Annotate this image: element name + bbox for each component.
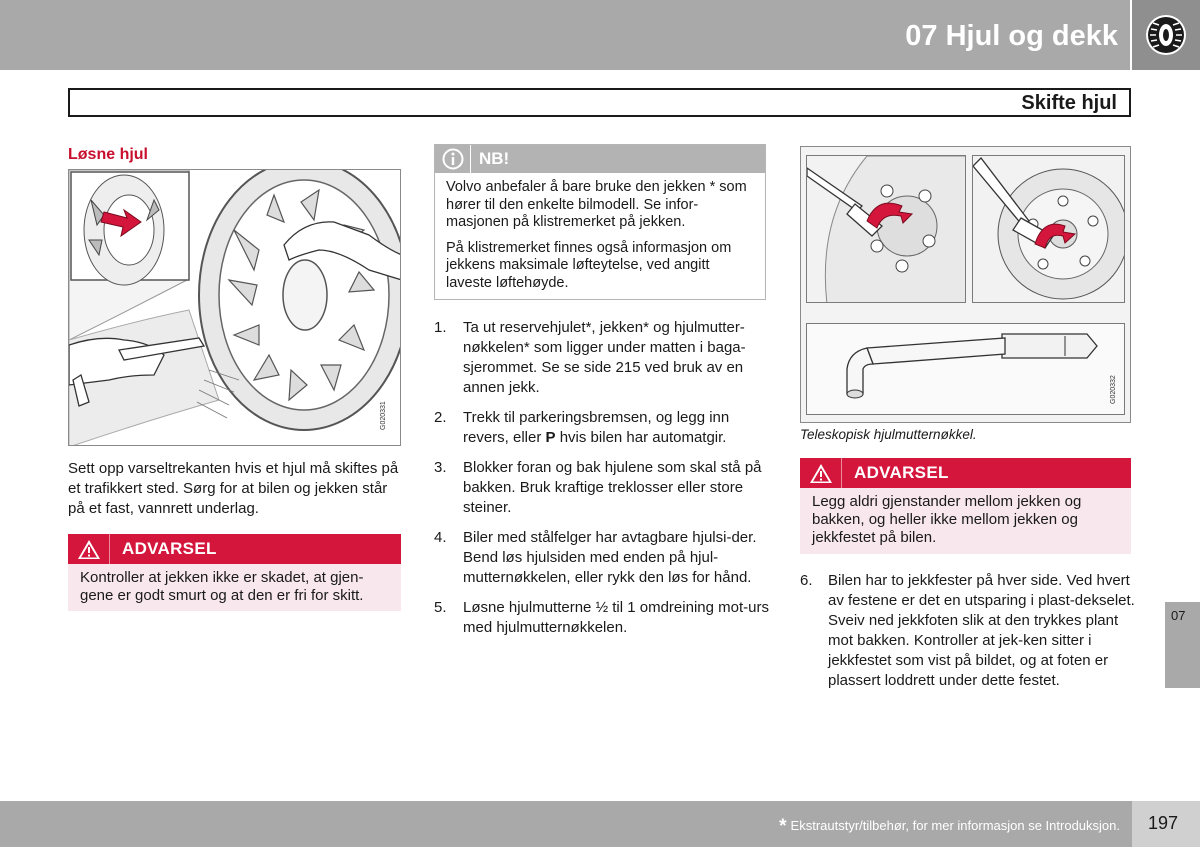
wheel-illustration — [69, 170, 401, 446]
warning-box-objects — [800, 458, 1131, 554]
warning-triangle-icon — [68, 534, 110, 564]
step-number: 3. — [434, 459, 447, 476]
note-box — [434, 144, 766, 300]
page-number-box — [1132, 801, 1200, 847]
section-bar — [68, 88, 1131, 117]
gear-p-label: P — [545, 429, 556, 446]
step-number: 4. — [434, 529, 447, 546]
step-text: Blokker foran og bak hjulene som skal stå på bakken. Bruk kraftige treklosser eller store steiner. — [463, 459, 762, 516]
step-6 — [800, 571, 1140, 691]
footnote-star: * — [779, 816, 787, 837]
warning-triangle-icon — [800, 458, 842, 488]
figure-steel-wheel-nuts — [972, 155, 1125, 303]
chapter-icon-box — [1132, 0, 1200, 70]
warning-header — [68, 534, 401, 564]
step-number: 1. — [434, 319, 447, 336]
step-text: Trekk til parkeringsbremsen, og legg inn revers, eller P hvis bilen har automatgir. — [463, 409, 730, 446]
list-item — [434, 598, 774, 638]
step-number: 2. — [434, 409, 447, 426]
side-tab-label: 07 — [1171, 608, 1186, 623]
warning-box-jack — [68, 534, 401, 611]
info-icon — [435, 145, 471, 173]
step-text: Biler med stålfelger har avtagbare hjulsi-der. Bend løs hjulsiden med enden på hjul-mutternøkkelen, eller rykk den løs for hånd. — [463, 529, 757, 586]
subheading-losne-hjul: Løsne hjul — [68, 146, 148, 163]
note-paragraph-1: Volvo anbefaler å bare bruke den jekken * som hører til den enkelte bilmodell. Se infor-masjonen på klistremerket på jekken. — [446, 179, 747, 230]
figure-caption: Teleskopisk hjulmutternøkkel. — [800, 427, 977, 442]
list-item — [434, 458, 774, 518]
list-item — [434, 528, 774, 588]
warning-title: ADVARSEL — [122, 539, 217, 558]
step-list — [434, 318, 774, 648]
section-title: Skifte hjul — [1021, 92, 1117, 114]
step-text: Bilen har to jekkfester på hver side. Ved hvert av festene er det en utsparing i plast-dekselet. Sveiv ned jekkfoten slik at den trykkes plant mot bakken. Kontroller at jek-ken sitter i jekkfestet som vist på bildet, og at foten er plassert loddrett under dette festet. — [828, 572, 1135, 689]
warning-header — [800, 458, 1131, 488]
page-number: 197 — [1148, 813, 1179, 833]
figure-alloy-wheel-nuts — [806, 155, 966, 303]
warning-text: Legg aldri gjenstander mellom jekken og bakken, og heller ikke mellom jekken og jekkfestet på bilen. — [812, 493, 1082, 546]
step-number: 5. — [434, 599, 447, 616]
list-item — [434, 408, 774, 448]
footnote — [779, 814, 1120, 836]
step-text: Ta ut reservehjulet*, jekken* og hjulmutter-nøkkelen* som ligger under matten i baga-sjerommet. Se se side 215 ved bruk av en annen jekk. — [463, 319, 746, 396]
footer-band — [0, 801, 1132, 847]
figure-code: G020332 — [1110, 375, 1117, 404]
step-text: Løsne hjulmutterne ½ til 1 omdreining mot-urs med hjulmutternøkkelen. — [463, 599, 769, 636]
chapter-side-tab — [1165, 602, 1200, 688]
intro-paragraph: Sett opp varseltrekanten hvis et hjul må skiftes på et trafikkert sted. Sørg for at bilen og jekken står på et fast, vannrett underlag. — [68, 460, 399, 517]
warning-text: Kontroller at jekken ikke er skadet, at gjen-gene er godt smurt og at den er fri for skitt. — [80, 569, 364, 604]
tire-icon — [1144, 13, 1188, 57]
figure-telescopic-wrench — [806, 323, 1125, 415]
figure-wrench-group — [800, 146, 1131, 423]
note-title: NB! — [479, 149, 510, 168]
figure-loosen-wheel — [68, 169, 401, 446]
footnote-text: Ekstrautstyr/tilbehør, for mer informasjon se Introduksjon. — [790, 818, 1120, 833]
note-paragraph-2: På klistremerket finnes også informasjon om jekkens maksimale løfteytelse, ved angitt laveste løftehøyde. — [446, 239, 732, 291]
chapter-title: 07 Hjul og dekk — [905, 20, 1118, 52]
figure-code: G020331 — [380, 401, 387, 430]
note-header — [435, 145, 765, 173]
warning-title: ADVARSEL — [854, 463, 949, 482]
list-item — [434, 318, 774, 398]
step-number: 6. — [800, 572, 813, 589]
